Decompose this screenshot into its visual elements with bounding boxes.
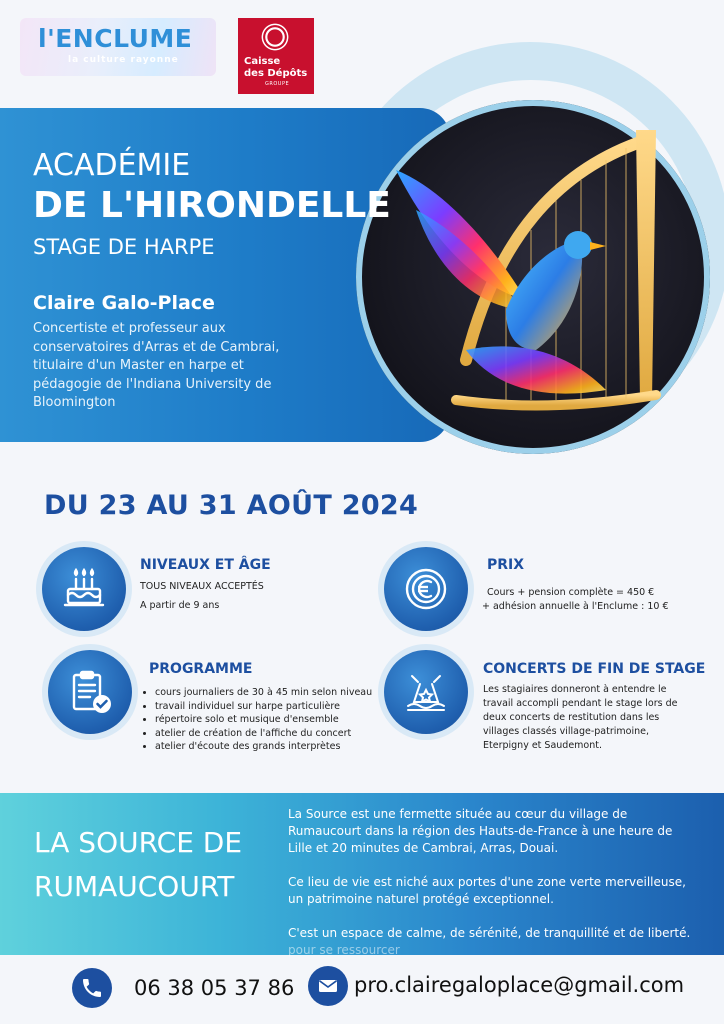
programme-title: PROGRAMME: [149, 661, 253, 677]
euro-coin-icon: [402, 565, 450, 613]
source-title-line2: RUMAUCOURT: [34, 870, 235, 903]
enclume-logo: [20, 18, 216, 76]
stage-spotlight-icon: [402, 668, 450, 716]
programme-list: [141, 686, 381, 754]
harp-bird-icon: [356, 100, 710, 454]
event-dates: DU 23 AU 31 AOÛT 2024: [44, 490, 419, 521]
enclume-logo-tagline: la culture rayonne: [68, 55, 179, 65]
prix-icon-circle: [384, 547, 468, 631]
cdc-logo-line1: Caisse: [244, 56, 281, 67]
harp-bird-illustration: [356, 100, 710, 454]
source-title-line1: LA SOURCE DE: [34, 826, 243, 859]
email-icon: [316, 974, 340, 998]
enclume-logo-name: l'ENCLUME: [38, 24, 193, 53]
programme-icon-circle: [48, 650, 132, 734]
hero-title-line1: ACADÉMIE: [33, 148, 191, 183]
birthday-cake-icon: [60, 565, 108, 613]
niveaux-line1: TOUS NIVEAUX ACCEPTÉS: [140, 581, 264, 592]
phone-icon: [80, 976, 104, 1000]
niveaux-icon-circle: [42, 547, 126, 631]
source-paragraph: pour se ressourcer: [288, 943, 400, 957]
programme-item: • atelier d'écoute des grands interprètes: [155, 740, 381, 754]
email-address[interactable]: pro.clairegaloplace@gmail.com: [354, 973, 685, 997]
phone-number[interactable]: 06 38 05 37 86: [134, 976, 295, 1000]
concerts-text: Les stagiaires donneront à entendre le travail accompli pendant le stage lors de deux concerts de restitution dans les villages classés village-patrimoine, Eterpigny et Saudemont.: [483, 684, 678, 751]
caisse-des-depots-logo: [238, 18, 314, 94]
programme-item: • répertoire solo et musique d'ensemble: [155, 713, 381, 727]
cdc-logo-line3: GROUPE: [265, 81, 290, 87]
prix-line1: Cours + pension complète = 450 €: [487, 587, 655, 598]
clipboard-check-icon: [66, 668, 114, 716]
concerts-title: CONCERTS DE FIN DE STAGE: [483, 661, 706, 677]
source-paragraph: Ce lieu de vie est niché aux portes d'une zone verte merveilleuse, un patrimoine naturel protégé exceptionnel.: [288, 875, 686, 906]
hero-subtitle: STAGE DE HARPE: [33, 235, 215, 259]
concerts-icon-circle: [384, 650, 468, 734]
teacher-bio: Concertiste et professeur aux conservatoires d'Arras et de Cambrai, titulaire d'un Master en harpe et pédagogie de l'Indiana University de Bloomington: [33, 321, 280, 410]
cdc-logo-line2: des Dépôts: [244, 68, 308, 79]
prix-line2: + adhésion annuelle à l'Enclume : 10 €: [482, 601, 669, 612]
programme-item: • atelier de création de l'affiche du concert: [155, 727, 381, 741]
cdc-seal-icon: [260, 22, 290, 52]
hero-title-line2: DE L'HIRONDELLE: [33, 185, 391, 226]
programme-item: • travail individuel sur harpe particulière: [155, 700, 381, 714]
niveaux-title: NIVEAUX ET ÂGE: [140, 557, 271, 573]
programme-item: • cours journaliers de 30 à 45 min selon niveau: [155, 686, 381, 700]
teacher-name: Claire Galo-Place: [33, 292, 215, 314]
prix-title: PRIX: [487, 557, 525, 573]
niveaux-line2: A partir de 9 ans: [140, 600, 220, 611]
source-paragraph: La Source est une fermette située au cœur du village de Rumaucourt dans la région des Hauts-de-France à une heure de Lille et 20 minutes de Cambrai, Arras, Douai.: [288, 807, 673, 855]
email-icon-circle[interactable]: [308, 966, 348, 1006]
source-description: [288, 806, 700, 976]
source-paragraph: C'est un espace de calme, de sérénité, de tranquillité et de liberté.: [288, 926, 691, 940]
phone-icon-circle[interactable]: [72, 968, 112, 1008]
